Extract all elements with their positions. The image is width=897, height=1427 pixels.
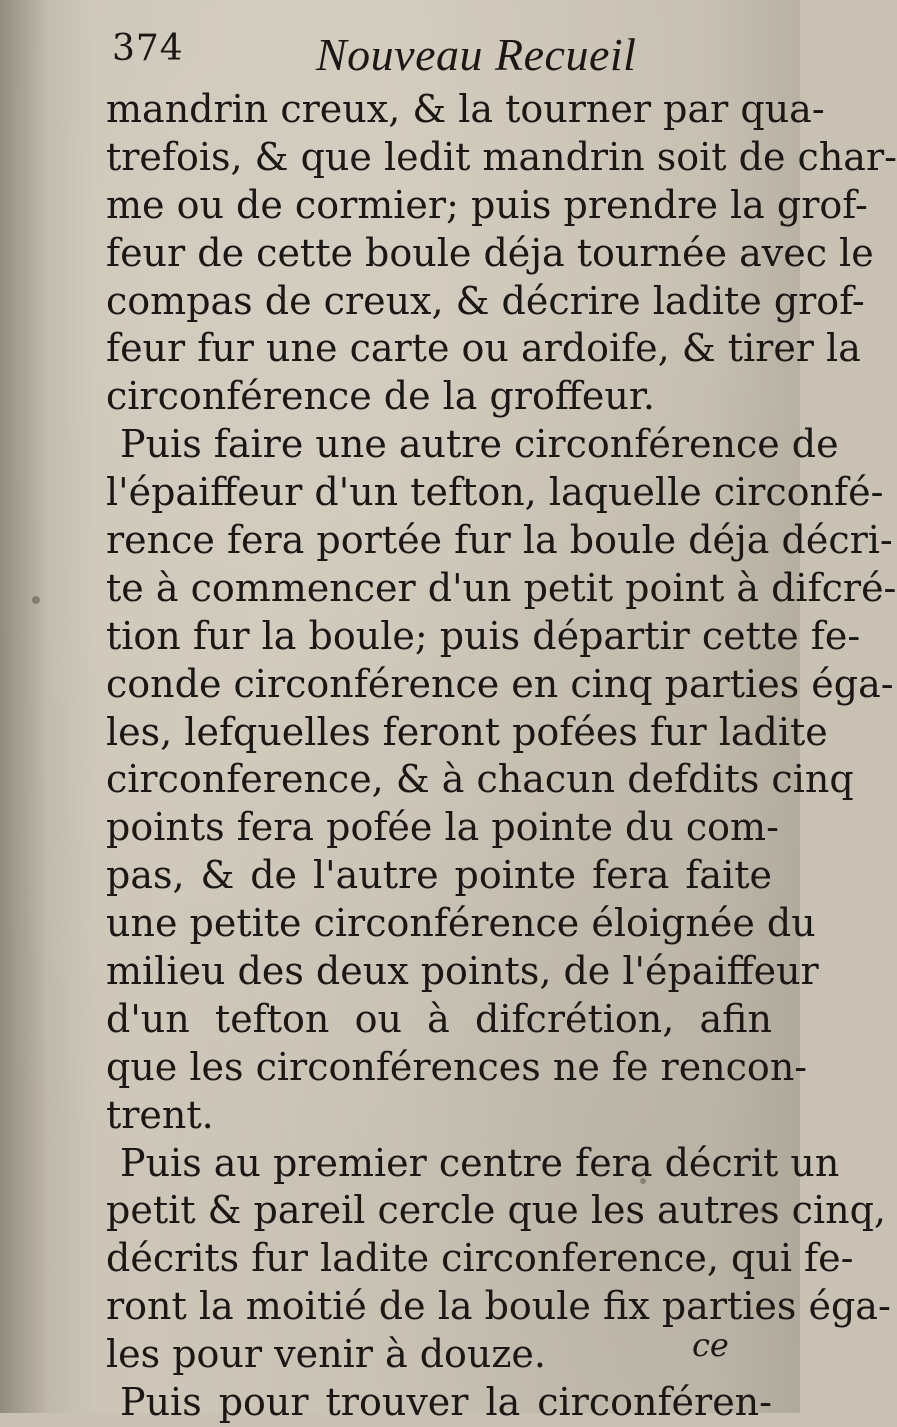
- text-line: feur de cette boule déja tournée avec le: [106, 230, 874, 275]
- page-header: [112, 28, 740, 88]
- binding-gutter: [0, 0, 48, 1413]
- text-line: tion fur la boule; puis départir cette fe-: [106, 613, 861, 658]
- text-line: conde circonférence en cinq parties éga-: [106, 661, 894, 706]
- foxing-spot: [640, 1178, 646, 1184]
- foxing-spot: [32, 596, 40, 604]
- catchword: ce: [692, 1326, 729, 1364]
- text-line: compas de creux, & décrire ladite grof-: [106, 278, 865, 323]
- foxing-spot: [760, 1208, 765, 1213]
- text-line: pas, & de l'autre pointe fera faite: [106, 853, 772, 898]
- text-line: points fera pofée la pointe du com-: [106, 805, 779, 850]
- text-line: mandrin creux, & la tourner par qua-: [106, 87, 825, 131]
- text-line: feur fur une carte ou ardoife, & tirer la: [106, 326, 861, 371]
- text-line: te à commencer d'un petit point à difcré-: [106, 565, 897, 610]
- running-head: Nouveau Recueil: [316, 29, 637, 80]
- text-line: trent.: [106, 1092, 214, 1137]
- body-text: [106, 86, 897, 1427]
- text-line: décrits fur ladite circonference, qui fe-: [106, 1236, 854, 1281]
- text-line: ront la moitié de la boule fix parties éga-: [106, 1284, 891, 1329]
- text-line: l'épaiffeur d'un tefton, laquelle circonfé-: [106, 470, 884, 515]
- text-line: me ou de cormier; puis prendre la grof-: [106, 182, 868, 227]
- text-line: que les circonférences ne fe rencon-: [106, 1044, 808, 1089]
- text-line: circonference, & à chacun defdits cinq: [106, 757, 854, 802]
- text-line: milieu des deux points, de l'épaiffeur: [106, 949, 819, 994]
- text-line: Puis pour trouver la circonféren-: [120, 1380, 772, 1425]
- text-line: les, lefquelles feront pofées fur ladite: [106, 709, 828, 754]
- text-line: Puis au premier centre fera décrit un: [120, 1140, 840, 1185]
- text-line: circonférence de la groffeur.: [106, 374, 655, 419]
- text-line: trefois, & que ledit mandrin soit de char-: [106, 134, 897, 179]
- text-line: d'un tefton ou à difcrétion, afin: [106, 996, 772, 1041]
- text-line: une petite circonférence éloignée du: [106, 901, 816, 946]
- text-line: Puis faire une autre circonférence de: [120, 422, 839, 467]
- page-number: 374: [112, 28, 184, 69]
- text-line: les pour venir à douze.: [106, 1332, 546, 1377]
- text-line: petit & pareil cercle que les autres cinq,: [106, 1188, 886, 1233]
- text-line: rence fera portée fur la boule déja décri-: [106, 518, 893, 563]
